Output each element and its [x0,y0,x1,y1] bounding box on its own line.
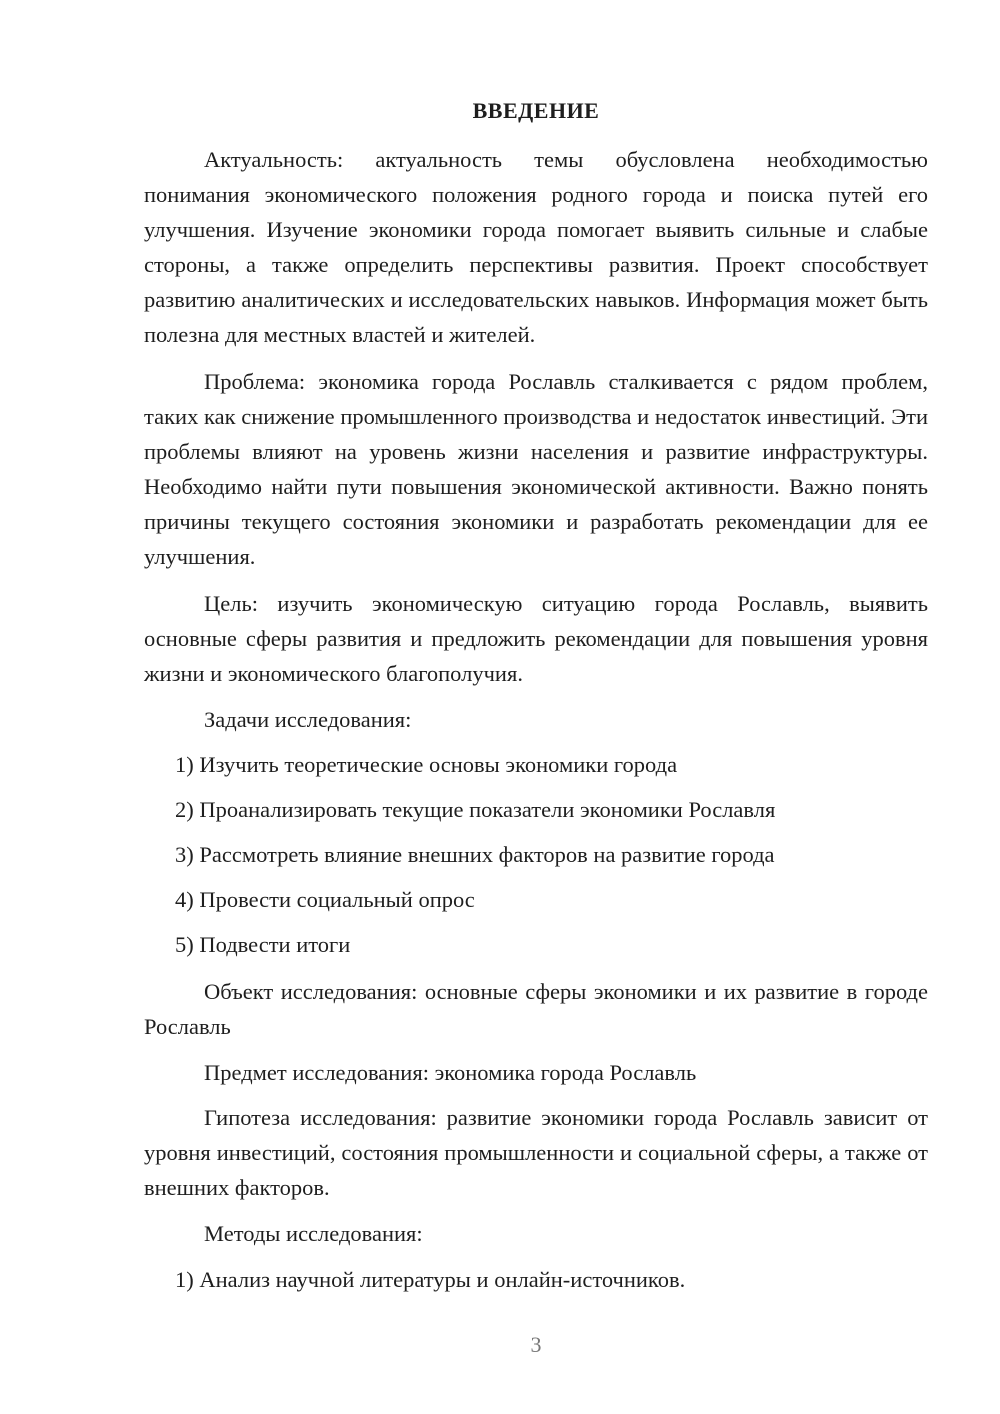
task-item-4: 4) Провести социальный опрос [175,887,475,912]
problem-paragraph: Проблема: экономика города Рославль сталкивается с рядом проблем, таких как снижение промышленного производства и недостаток инвестиций. Эти проблемы влияют на уровень жизни населения и развитие инфраструктуры. Необходимо найти пути повышения экономической активности. Важно понять причины текущего состояния экономики и разработать рекомендации для ее улучшения. [144,369,928,569]
subject-paragraph: Предмет исследования: экономика города Рославль [204,1060,697,1085]
methods-heading: Методы исследования: [204,1221,423,1246]
object-paragraph: Объект исследования: основные сферы экономики и их развитие в городе Рославль [144,979,928,1039]
task-item-1: 1) Изучить теоретические основы экономики города [175,752,678,777]
goal-paragraph: Цель: изучить экономическую ситуацию города Рославль, выявить основные сферы развития и предложить рекомендации для повышения уровня жизни и экономического благополучия. [144,591,928,686]
method-item-1: 1) Анализ научной литературы и онлайн-источников. [175,1267,686,1292]
page-title: ВВЕДЕНИЕ [472,98,600,123]
task-item-5: 5) Подвести итоги [175,932,351,957]
task-item-2: 2) Проанализировать текущие показатели экономики Рославля [175,797,776,822]
hypothesis-paragraph: Гипотеза исследования: развитие экономики города Рославль зависит от уровня инвестиций, состояния промышленности и социальной сферы, а также от внешних факторов. [144,1105,928,1200]
page-number: 3 [530,1332,542,1357]
task-item-3: 3) Рассмотреть влияние внешних факторов на развитие города [175,842,775,867]
tasks-heading: Задачи исследования: [204,707,412,732]
relevance-paragraph: Актуальность: актуальность темы обусловлена необходимостью понимания экономического положения родного города и поиска путей его улучшения. Изучение экономики города помогает выявить сильные и слабые стороны, а также определить перспективы развития. Проект способствует развитию аналитических и исследовательских навыков. Информация может быть полезна для местных властей и жителей. [144,147,928,347]
